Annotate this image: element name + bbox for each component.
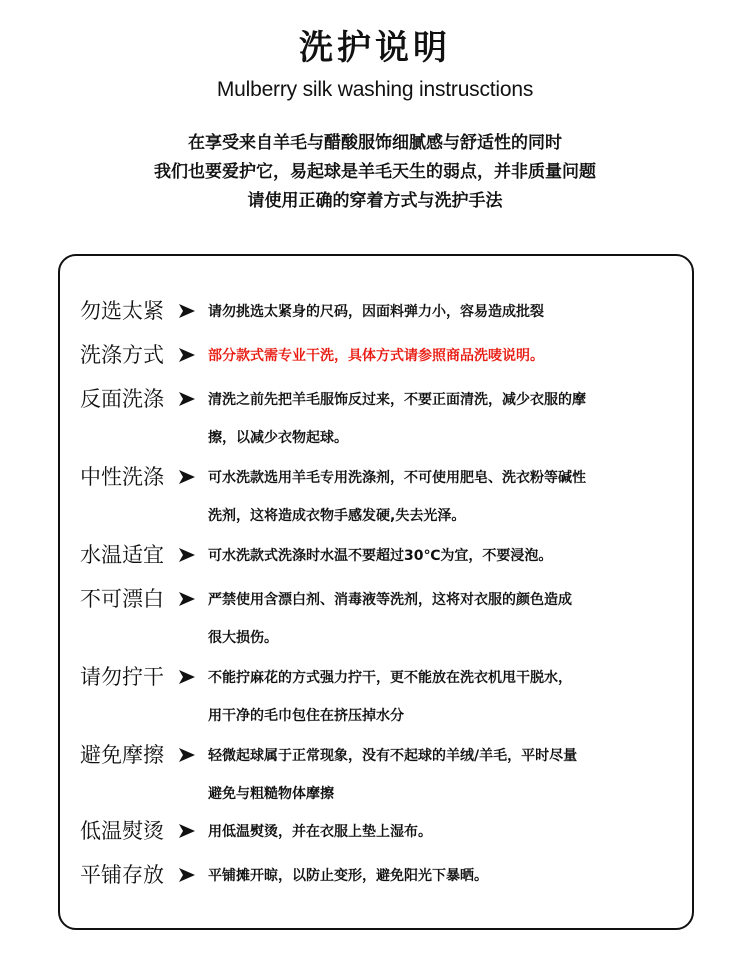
page-title: 洗护说明 [299, 28, 451, 68]
right-arrowhead-icon [178, 866, 196, 884]
instruction-label: 反面洗涤 [80, 387, 164, 411]
right-arrowhead-icon [178, 346, 196, 364]
instruction-text-line: 清洗之前先把羊毛服饰反过来，不要正面清洗，减少衣服的摩 [208, 392, 586, 408]
instruction-description [208, 544, 678, 582]
instruction-label: 请勿拧干 [80, 665, 164, 689]
instruction-text-line: 擦，以减少衣物起球。 [208, 430, 348, 446]
instruction-label: 平铺存放 [80, 863, 164, 887]
instruction-description [208, 864, 678, 902]
instruction-description [208, 820, 678, 858]
right-arrowhead-icon [178, 390, 196, 408]
instruction-description [208, 744, 678, 820]
instruction-label: 洗涤方式 [80, 343, 164, 367]
instruction-label: 低温熨烫 [80, 819, 164, 843]
intro-line: 在享受来自羊毛与醋酸服饰细腻感与舒适性的同时 [188, 133, 562, 153]
instruction-label: 水温适宜 [80, 543, 164, 567]
instruction-description [208, 466, 678, 542]
right-arrowhead-icon [178, 302, 196, 320]
instruction-description [208, 344, 678, 382]
instruction-text-line: 可水洗款式洗涤时水温不要超过30℃为宜，不要浸泡。 [208, 548, 553, 564]
intro-text [0, 129, 750, 216]
instruction-description [208, 388, 678, 464]
intro-line: 我们也要爱护它，易起球是羊毛天生的弱点，并非质量问题 [154, 162, 596, 182]
instruction-text-line: 洗剂，这将造成衣物手感发硬,失去光泽。 [208, 508, 466, 524]
right-arrowhead-icon [178, 668, 196, 686]
right-arrowhead-icon [178, 468, 196, 486]
right-arrowhead-icon [178, 590, 196, 608]
instruction-text-line: 严禁使用含漂白剂、消毒液等洗剂，这将对衣服的颜色造成 [208, 592, 572, 608]
instruction-text-line: 很大损伤。 [208, 630, 278, 646]
instruction-text-line: 避免与粗糙物体摩擦 [208, 786, 334, 802]
instruction-text-line: 请勿挑选太紧身的尺码，因面料弹力小，容易造成批裂 [208, 304, 544, 320]
instruction-label: 中性洗涤 [80, 465, 164, 489]
instruction-label: 不可漂白 [80, 587, 164, 611]
instruction-description [208, 300, 678, 338]
right-arrowhead-icon [178, 822, 196, 840]
page-subtitle: Mulberry silk washing instrusctions [216, 78, 534, 101]
instruction-label: 勿选太紧 [80, 299, 164, 323]
instruction-text-line: 轻微起球属于正常现象，没有不起球的羊绒/羊毛，平时尽量 [208, 748, 578, 764]
instruction-description [208, 588, 678, 664]
instruction-description [208, 666, 678, 742]
intro-line: 请使用正确的穿着方式与洗护手法 [247, 191, 503, 211]
instruction-label: 避免摩擦 [80, 743, 164, 767]
instruction-text-line: 平铺摊开晾，以防止变形，避免阳光下暴晒。 [208, 868, 488, 884]
right-arrowhead-icon [178, 746, 196, 764]
instruction-text-line: 用干净的毛巾包住在挤压掉水分 [208, 708, 404, 724]
instruction-text-line: 可水洗款选用羊毛专用洗涤剂，不可使用肥皂、洗衣粉等碱性 [208, 470, 586, 486]
instruction-text-line: 部分款式需专业干洗，具体方式请参照商品洗唛说明。 [208, 348, 544, 364]
instruction-text-line: 用低温熨烫，并在衣服上垫上湿布。 [208, 824, 432, 840]
right-arrowhead-icon [178, 546, 196, 564]
instruction-text-line: 不能拧麻花的方式强力拧干，更不能放在洗衣机甩干脱水， [208, 670, 572, 686]
